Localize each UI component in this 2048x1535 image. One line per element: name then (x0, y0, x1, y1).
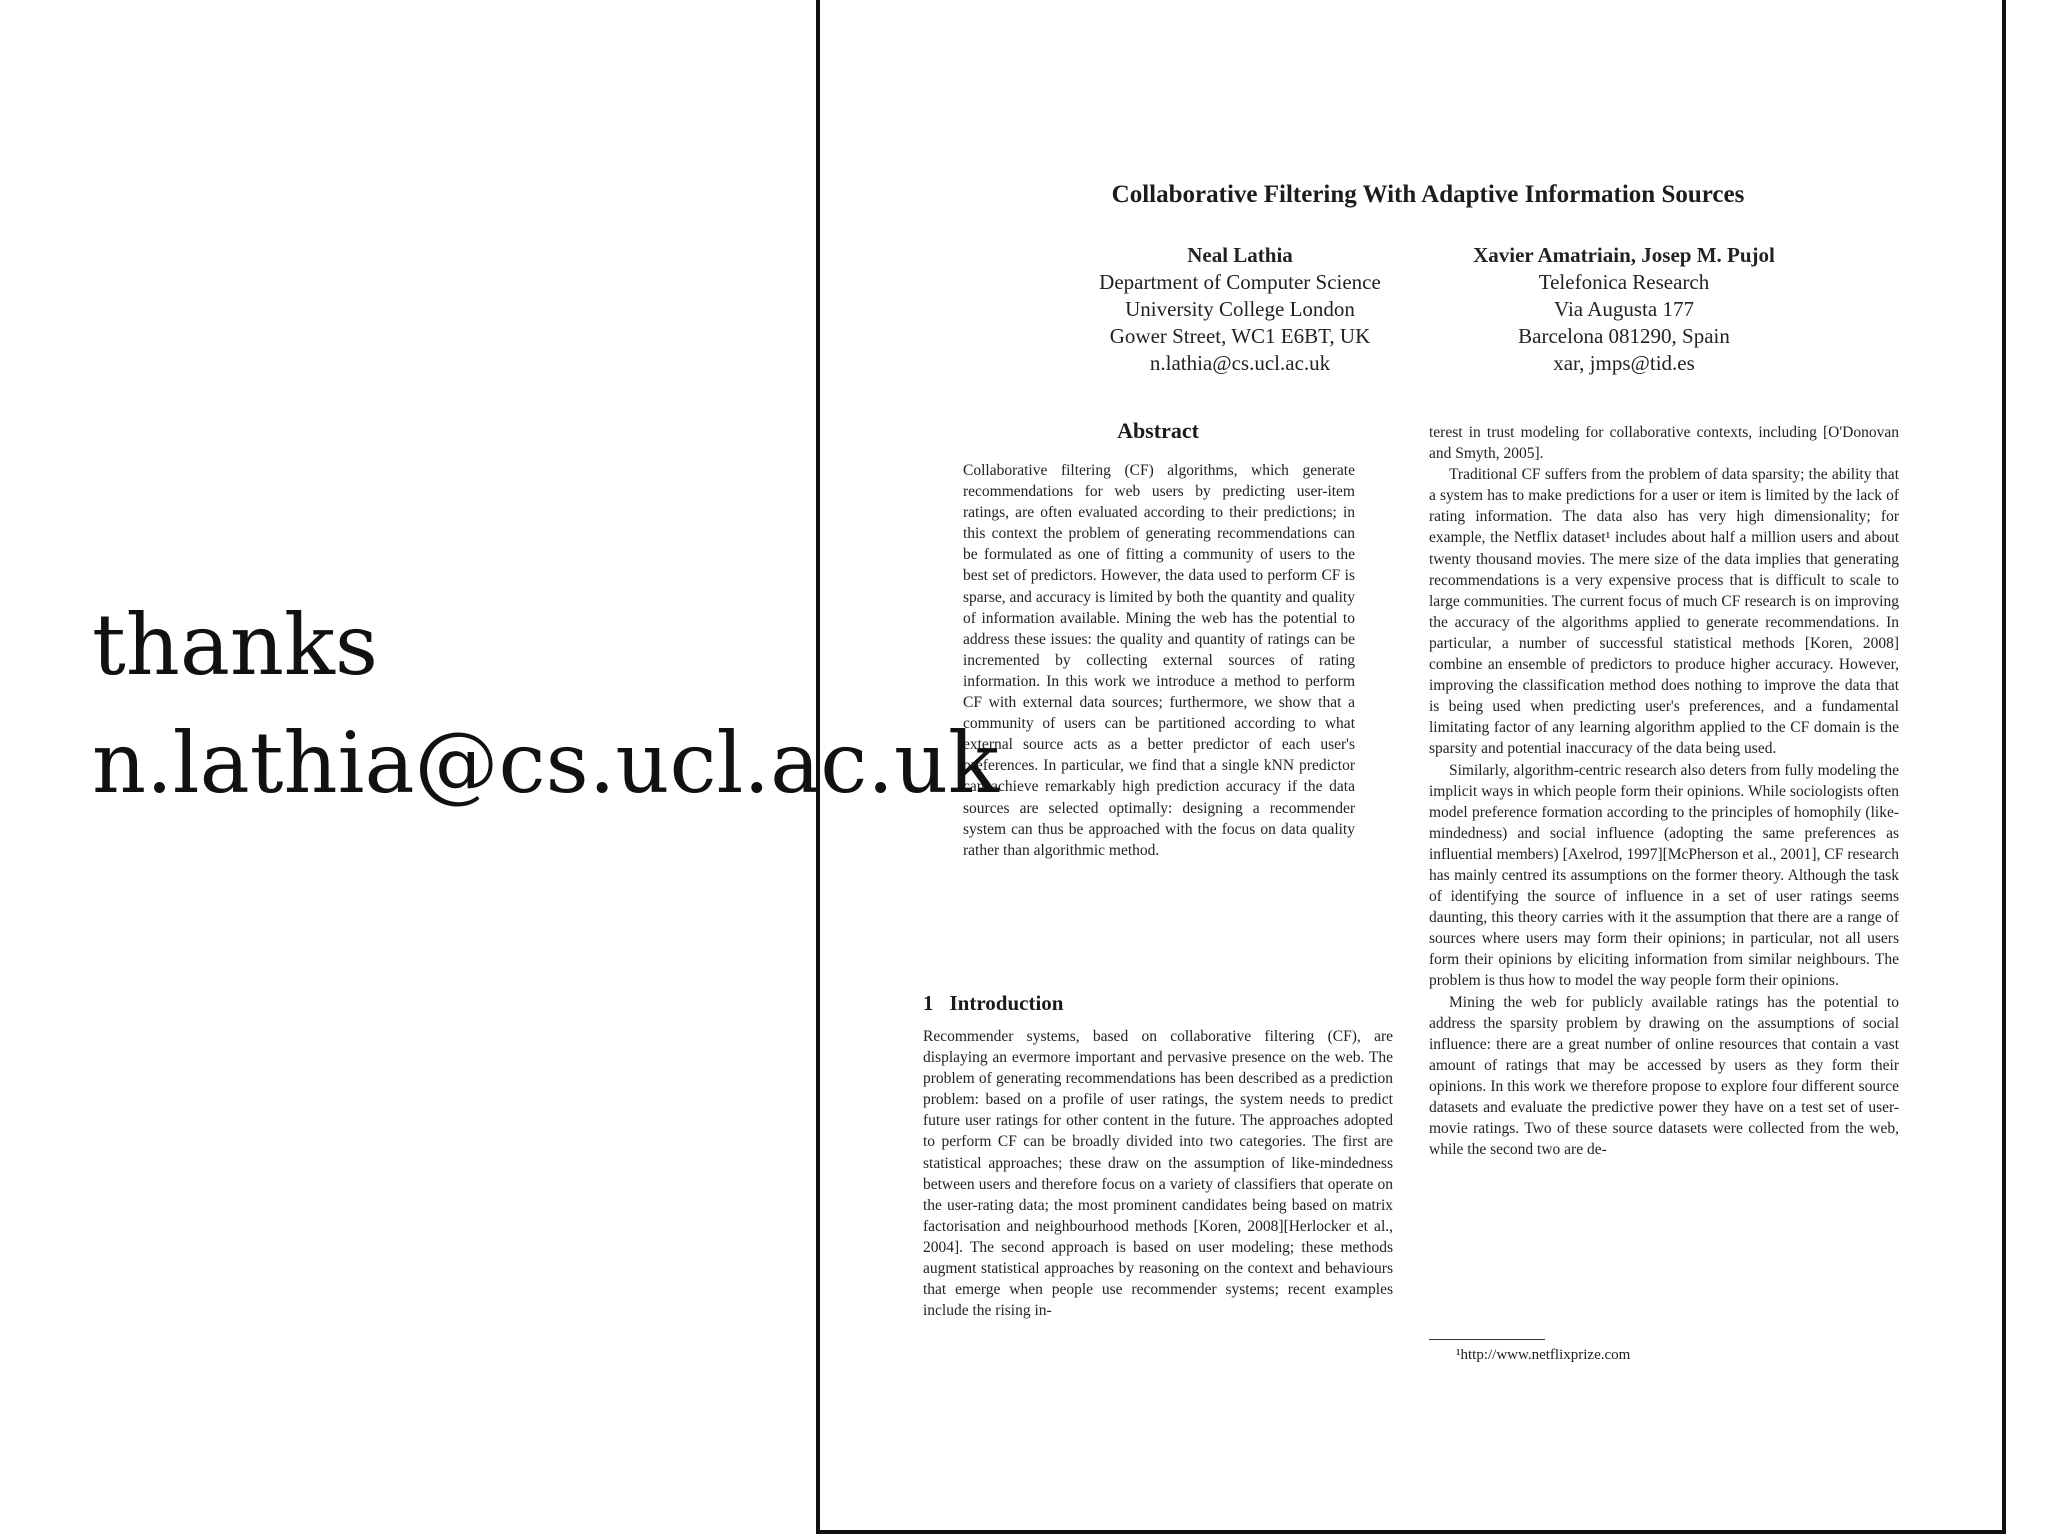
introduction-text (923, 1026, 1393, 1321)
section-heading-introduction (923, 990, 1353, 1016)
author-block-lathia (1040, 242, 1440, 377)
body-paragraph: Traditional CF suffers from the problem of data sparsity; the ability that a system has to make predictions for a user or item is limited by the lack of rating information. The data also has very high dimensionality; for example, the Netflix dataset¹ includes about half a million users and about twenty thousand movies. The mere size of the data implies that generating recommendations is a very expensive process that is difficult to scale to large communities. The current focus of much CF research is on improving the accuracy of the algorithms applied to generate recommendations. In particular, a number of successful statistical methods [Koren, 2008] combine an ensemble of predictors to produce higher accuracy. However, improving the classification method does nothing to improve the data that is being used when predicting user's preferences, and a fundamental limitating factor of any learning algorithm applied to the CF domain is the sparsity and potential inaccuracy of the data being used. (1429, 466, 1899, 758)
thanks-text: thanks (92, 596, 379, 694)
abstract-paragraph: Collaborative filtering (CF) algorithms, which generate recommendations for web users by predicting user-item ratings, are often evaluated according to their predictions; in this context the problem of generating recommendations can be formulated as one of fitting a community of users to the best set of predictors. However, the data used to perform CF is sparse, and accuracy is limited by both the quantity and quality of information available. Mining the web has the potential to address these issues: the quality and quantity of ratings can be incremented by collecting external sources of rating information. In this work we introduce a method to perform CF with external data sources; furthermore, we show that a community of users can be partitioned according to what external source acts as a better predictor of each user's preferences. In particular, we find that a single kNN predictor can achieve remarkably high prediction accuracy if the data sources are selected optimally: designing a recommender system can thus be approached with the focus on data quality rather than algorithmic method. (963, 462, 1355, 859)
abstract-text (963, 460, 1355, 861)
right-column-text (1429, 422, 1899, 1160)
author-address: Via Augusta 177 (1554, 297, 1694, 321)
author-address: Gower Street, WC1 E6BT, UK (1109, 324, 1371, 348)
author-affiliation: Telefonica Research (1538, 270, 1710, 294)
body-paragraph: terest in trust modeling for collaborative contexts, including [O'Donovan and Smyth, 2005]. (1429, 424, 1899, 463)
footnote: ¹http://www.netflixprize.com (1456, 1347, 1631, 1363)
author-name: Xavier Amatriain, Josep M. Pujol (1473, 243, 1775, 267)
author-block-amatriain-pujol (1424, 242, 1824, 377)
author-affiliation: Department of Computer Science (1099, 270, 1381, 294)
author-email: xar, jmps@tid.es (1553, 351, 1695, 375)
author-address: Barcelona 081290, Spain (1518, 324, 1730, 348)
section-title: Introduction (949, 991, 1064, 1015)
paper-title: Collaborative Filtering With Adaptive Information Sources (1111, 181, 1745, 208)
slide-closing-text (92, 586, 999, 822)
author-name: Neal Lathia (1187, 243, 1293, 267)
footnote-divider (1429, 1339, 1545, 1340)
body-paragraph: Mining the web for publicly available ratings has the potential to address the sparsity problem by drawing on the assumptions of social influence: there are a great number of online resources that contain a vast amount of ratings that may be accessed by users as they form their opinions. In this work we therefore propose to explore four different source datasets and evaluate the predictive power they have on a test set of user-movie ratings. Two of these source datasets were collected from the web, while the second two are de- (1429, 993, 1899, 1159)
body-paragraph: Similarly, algorithm-centric research also deters from fully modeling the implicit ways in which people form their opinions. While sociologists often model preference formation according to the principles of homophily (like-mindedness) and social influence (adopting the same preferences as influential members) [Axelrod, 1997][McPherson et al., 2001], CF research has mainly centred its assumptions on the former theory. Although the task of identifying the source of influence in a set of user ratings seems daunting, this theory carries with it the assumption that there are a range of sources where users may form their opinions; in particular, not all users form their opinions by eliciting information from similar neighbours. The problem is thus how to model the way people form their opinions. (1429, 761, 1899, 990)
author-email: n.lathia@cs.ucl.ac.uk (1149, 351, 1331, 375)
introduction-paragraph: Recommender systems, based on collaborative filtering (CF), are displaying an evermore important and pervasive presence on the web. The problem of generating recommendations has been described as a prediction problem: based on a profile of user ratings, the system needs to predict future user ratings for other content in the future. The approaches adopted to perform CF can be broadly divided into two categories. The first are statistical approaches; these draw on the assumption of like-mindedness between users and therefore focus on a variety of classifiers that operate on the user-rating data; the most prominent candidates being based on matrix factorisation and neighbourhood methods [Koren, 2008][Herlocker et al., 2004]. The second approach is based on user modeling; these methods augment statistical approaches by reasoning on the context and behaviours that emerge when people use recommender systems; recent examples include the rising in- (923, 1028, 1393, 1320)
contact-email: n.lathia@cs.ucl.ac.uk (92, 714, 999, 812)
section-number: 1 (923, 991, 934, 1015)
abstract-heading: Abstract (1117, 418, 1199, 443)
author-affiliation: University College London (1125, 297, 1355, 321)
